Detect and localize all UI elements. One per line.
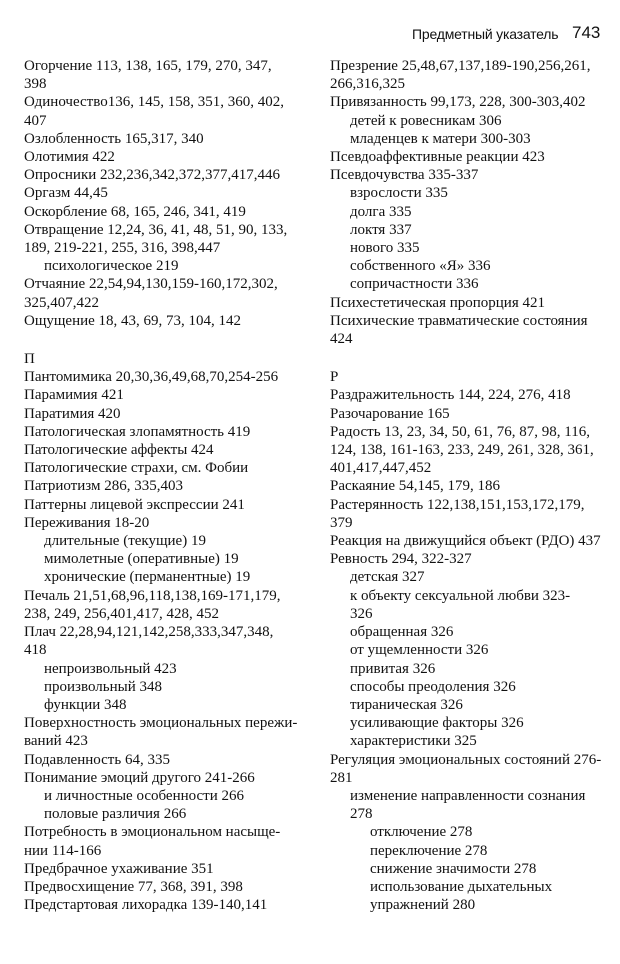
index-entry-line: Патологические аффекты 424 (24, 442, 214, 459)
index-entry-line: Радость 13, 23, 34, 50, 61, 76, 87, 98, 116, (330, 423, 591, 440)
index-entry-line: Привязанность 99,173, 228, 300-303,402 (330, 94, 586, 111)
index-entry-line: 266,316,325 (330, 76, 405, 93)
section-gap (24, 330, 310, 350)
index-entry-line: Регуляция эмоциональных состояний 276- (330, 751, 602, 768)
index-entry-line: Ревность 294, 322-327 (330, 551, 472, 568)
index-column-right (330, 57, 612, 914)
index-entry-line: Опросники 232,236,342,372,377,417,446 (24, 167, 281, 184)
index-entry-line: Разочарование 165 (330, 405, 450, 422)
section-letter: Р (330, 369, 339, 386)
index-entry-line: Псевдочувства 335-337 (330, 167, 479, 184)
index-entry-line: Паттерны лицевой экспрессии 241 (24, 496, 245, 513)
index-entry-line: Реакция на движущийся объект (РДО) 437 (330, 533, 601, 550)
index-subentry-line: детей к ровесникам 306 (350, 112, 502, 129)
index-entry-line: Растерянность 122,138,151,153,172,179, (330, 496, 585, 513)
index-subentry-line: долга 335 (350, 203, 412, 220)
index-subentry-line: отключение 278 (370, 824, 473, 841)
index-entry-line: 379 (330, 514, 353, 531)
index-entry-line: 407 (24, 112, 47, 129)
page-number: 743 (572, 23, 601, 42)
running-head-title: Предметный указатель (412, 26, 559, 42)
index-subentry-line: взрослости 335 (350, 185, 448, 202)
index-subentry-line: произвольный 348 (44, 678, 162, 695)
index-subentry-line: функции 348 (44, 696, 127, 713)
index-subentry-line: половые различия 266 (44, 806, 187, 823)
index-entry-line: Оргазм 44,45 (24, 185, 108, 202)
section-gap (330, 348, 612, 368)
index-entry-line: 238, 249, 256,401,417, 428, 452 (24, 605, 219, 622)
section-letter: П (24, 351, 35, 368)
index-entry-line: Оскорбление 68, 165, 246, 341, 419 (24, 203, 246, 220)
index-entry-line: Отвращение 12,24, 36, 41, 48, 51, 90, 133, (24, 221, 288, 238)
index-entry-line: Озлобленность 165,317, 340 (24, 130, 204, 147)
index-entry-line: Психестетическая пропорция 421 (330, 294, 545, 311)
index-subentry-line: младенцев к матери 300-303 (350, 130, 531, 147)
index-subentry-line: 278 (350, 806, 373, 823)
index-entry-line: 124, 138, 161-163, 233, 249, 261, 328, 361, (330, 442, 594, 459)
index-entry-line: Поверхностность эмоциональных пережи- (24, 715, 298, 732)
index-entry-line: Отчаяние 22,54,94,130,159-160,172,302, (24, 276, 278, 293)
index-subentry-line: нового 335 (350, 240, 420, 257)
index-entry-line: Раздражительность 144, 224, 276, 418 (330, 387, 571, 404)
index-column-left (24, 57, 310, 914)
index-entry-line: Предстартовая лихорадка 139-140,141 (24, 897, 268, 914)
index-entry-line: Ощущение 18, 43, 69, 73, 104, 142 (24, 312, 242, 329)
index-entry-line: Психические травматические состояния (330, 312, 588, 329)
index-subentry-line: переключение 278 (370, 842, 488, 859)
index-subentry-line: упражнений 280 (370, 897, 476, 914)
index-entry-line: Предбрачное ухаживание 351 (24, 860, 214, 877)
index-subentry-line: длительные (текущие) 19 (44, 533, 206, 550)
index-entry-line: Плач 22,28,94,121,142,258,333,347,348, (24, 624, 274, 641)
index-subentry-line: характеристики 325 (350, 733, 477, 750)
index-subentry-line: к объекту сексуальной любви 323- (350, 587, 571, 604)
index-entry-line: Парамимия 421 (24, 387, 124, 404)
index-entry-line: Печаль 21,51,68,96,118,138,169-171,179, (24, 587, 281, 604)
index-subentry-line: снижение значимости 278 (370, 860, 537, 877)
index-subentry-line: тираническая 326 (350, 696, 463, 713)
index-subentry-line: психологическое 219 (44, 258, 179, 275)
index-subentry-line: детская 327 (350, 569, 425, 586)
index-subentry-line: привитая 326 (350, 660, 436, 677)
index-subentry-line: 326 (350, 605, 373, 622)
index-entry-line: 189, 219-221, 255, 316, 398,447 (24, 240, 221, 257)
index-entry-line: Презрение 25,48,67,137,189-190,256,261, (330, 58, 591, 74)
index-subentry-line: обращенная 326 (350, 624, 454, 641)
index-entry-line: Раскаяние 54,145, 179, 186 (330, 478, 500, 495)
index-entry-line: Псевдоаффективные реакции 423 (330, 149, 545, 166)
index-subentry-line: и личностные особенности 266 (44, 787, 245, 804)
index-subentry-line: собственного «Я» 336 (350, 258, 491, 275)
index-subentry-line: усиливающие факторы 326 (350, 715, 524, 732)
index-entry-line: Переживания 18-20 (24, 514, 150, 531)
index-entry-line: Понимание эмоций другого 241-266 (24, 769, 255, 786)
index-entry-line: нии 114-166 (24, 842, 102, 859)
index-entry-line: Патологические страхи, см. Фобии (24, 460, 249, 477)
index-entry-line: Патологическая злопамятность 419 (24, 423, 251, 440)
index-entry-line: 418 (24, 642, 47, 659)
index-subentry-line: хронические (перманентные) 19 (44, 569, 251, 586)
index-entry-line: Паратимия 420 (24, 405, 121, 422)
index-subentry-line: локтя 337 (350, 221, 412, 238)
index-subentry-line: от ущемленности 326 (350, 642, 489, 659)
running-head (0, 22, 620, 46)
index-entry-line: Подавленность 64, 335 (24, 751, 170, 768)
index-entry-line: Пантомимика 20,30,36,49,68,70,254-256 (24, 369, 279, 386)
index-subentry-line: сопричастности 336 (350, 276, 479, 293)
index-subentry-line: изменение направленности сознания (350, 787, 586, 804)
index-entry-line: 281 (330, 769, 353, 786)
index-entry-line: 401,417,447,452 (330, 460, 432, 477)
index-entry-line: Потребность в эмоциональном насыще- (24, 824, 281, 841)
index-subentry-line: использование дыхательных (370, 878, 553, 895)
index-entry-line: 424 (330, 331, 353, 348)
index-entry-line: Патриотизм 286, 335,403 (24, 478, 183, 495)
index-entry-line: Одиночество136, 145, 158, 351, 360, 402, (24, 94, 284, 111)
index-entry-line: Олотимия 422 (24, 149, 115, 166)
index-entry-line: Огорчение 113, 138, 165, 179, 270, 347, (24, 58, 272, 74)
index-subentry-line: непроизвольный 423 (44, 660, 177, 677)
index-entry-line: 398 (24, 76, 47, 93)
index-entry-line: Предвосхищение 77, 368, 391, 398 (24, 878, 243, 895)
index-subentry-line: способы преодоления 326 (350, 678, 516, 695)
index-entry-line: ваний 423 (24, 733, 88, 750)
index-entry-line: 325,407,422 (24, 294, 99, 311)
index-subentry-line: мимолетные (оперативные) 19 (44, 551, 239, 568)
